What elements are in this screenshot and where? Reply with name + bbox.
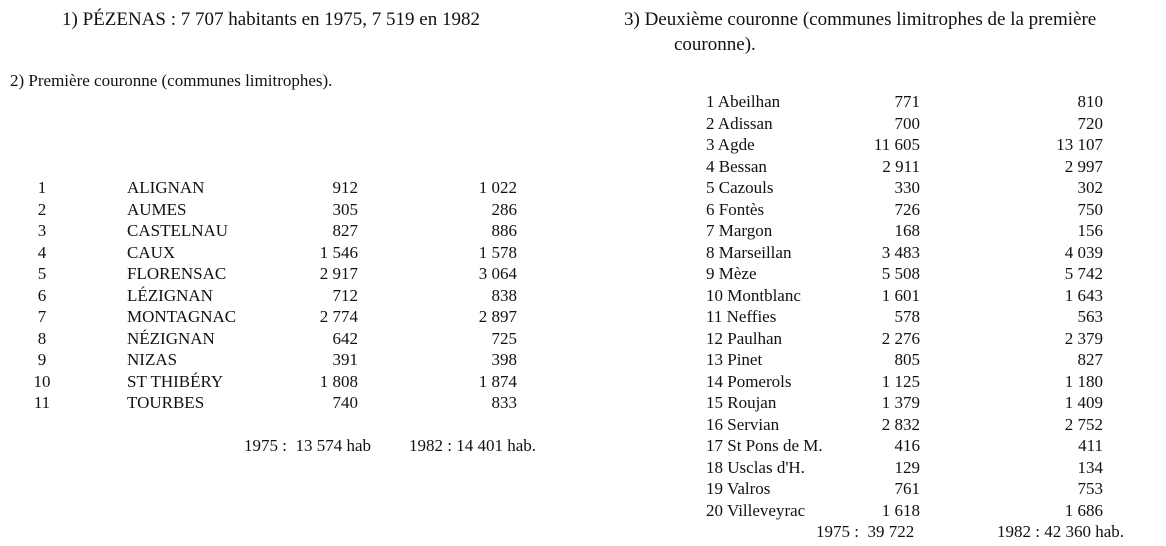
population-1975: 642: [332, 328, 358, 348]
heading-second-ring-cont: couronne).: [674, 34, 756, 55]
table-row: [0, 500, 1160, 522]
row-number: 8: [37, 328, 47, 348]
commune-name: 1 Abeilhan: [706, 92, 781, 111]
commune-name: 14 Pomerols: [706, 371, 792, 391]
population-1975: 305: [332, 199, 358, 219]
population-1982: 886: [491, 221, 517, 240]
table-row: [0, 392, 1160, 414]
commune-name: CASTELNAU: [127, 221, 229, 240]
commune-name: NIZAS: [127, 350, 178, 369]
population-1982: 1 686: [1064, 500, 1103, 520]
commune-name: 19 Valros: [706, 479, 771, 498]
population-1975: 168: [894, 221, 920, 240]
population-1975: 912: [332, 178, 358, 197]
commune-name: 4 Bessan: [706, 156, 767, 176]
population-1982: 1 180: [1064, 371, 1103, 391]
population-1975: 1 601: [881, 285, 920, 305]
table-row: [0, 435, 1160, 457]
table-row: [0, 242, 1160, 264]
population-1975: 712: [332, 285, 358, 305]
table-row: [0, 328, 1160, 350]
commune-name: 2 Adissan: [706, 113, 773, 133]
first-ring-total-1982: 1982 : 14 401 hab.: [409, 436, 537, 455]
population-1982: 134: [1077, 457, 1103, 477]
population-1982: 750: [1077, 199, 1103, 219]
table-row: [0, 285, 1160, 307]
heading-second-ring: 3) Deuxième couronne (communes limitrophes de la première: [624, 9, 1097, 30]
table-row: [0, 199, 1160, 221]
population-1975: 129: [894, 457, 920, 477]
population-1982: 398: [491, 350, 517, 369]
population-1982: 302: [1077, 178, 1103, 197]
table-row: [0, 91, 1160, 113]
population-1982: 753: [1077, 479, 1103, 498]
population-1975: 726: [894, 199, 920, 219]
population-1982: 2 752: [1064, 414, 1103, 434]
commune-name: ALIGNAN: [127, 178, 205, 197]
table-row: [0, 306, 1160, 328]
population-1975: 1 808: [319, 371, 358, 391]
population-1982: 4 039: [1064, 242, 1103, 262]
population-1982: 833: [491, 393, 517, 412]
population-1975: 1 379: [881, 393, 920, 412]
commune-name: 18 Usclas d'H.: [706, 457, 805, 477]
population-1982: 286: [491, 199, 517, 219]
second-ring-total-1975: 1975 : 39 722: [816, 522, 915, 541]
population-1975: 1 618: [881, 500, 920, 520]
commune-name: 6 Fontès: [706, 199, 765, 219]
population-1982: 563: [1077, 307, 1103, 326]
population-1975: 416: [894, 436, 920, 455]
table-row: [0, 457, 1160, 479]
row-number: 10: [33, 371, 51, 391]
first-ring-total-1975: 1975 : 13 574 hab: [244, 436, 372, 455]
commune-name: 15 Roujan: [706, 393, 777, 412]
population-1982: 1 643: [1064, 285, 1103, 305]
population-1975: 827: [332, 221, 358, 240]
commune-name: 16 Servian: [706, 414, 780, 434]
commune-name: MONTAGNAC: [127, 307, 237, 326]
row-number: 9: [37, 350, 47, 369]
table-row: [0, 414, 1160, 436]
population-1975: 5 508: [881, 264, 920, 283]
commune-name: CAUX: [127, 242, 176, 262]
commune-name: ST THIBÉRY: [127, 371, 224, 391]
population-1975: 2 911: [882, 156, 920, 176]
commune-name: 20 Villeveyrac: [706, 500, 806, 520]
table-row: [0, 220, 1160, 242]
population-1982: 810: [1077, 92, 1103, 111]
table-row: [0, 263, 1160, 285]
table-row: [0, 478, 1160, 500]
commune-name: NÉZIGNAN: [127, 328, 215, 348]
population-1982: 838: [491, 285, 517, 305]
commune-name: AUMES: [127, 199, 187, 219]
population-1982: 1 022: [478, 178, 517, 197]
row-number: 4: [37, 242, 47, 262]
population-1982: 2 379: [1064, 328, 1103, 348]
table-row: [0, 371, 1160, 393]
commune-name: 17 St Pons de M.: [706, 436, 823, 455]
population-1975: 330: [894, 178, 920, 197]
table-row: [0, 349, 1160, 371]
row-number: 6: [37, 285, 47, 305]
population-1975: 2 276: [881, 328, 920, 348]
row-number: 11: [33, 393, 51, 412]
commune-name: 13 Pinet: [706, 350, 763, 369]
commune-name: FLORENSAC: [127, 264, 227, 283]
commune-name: TOURBES: [127, 393, 205, 412]
population-1982: 156: [1077, 221, 1103, 240]
population-1975: 2 917: [319, 264, 358, 283]
table-row: [0, 156, 1160, 178]
population-1982: 1 874: [478, 371, 517, 391]
commune-name: 7 Margon: [706, 221, 773, 240]
population-1975: 578: [894, 307, 920, 326]
population-1975: 11 605: [873, 135, 920, 154]
population-1975: 1 546: [319, 242, 358, 262]
population-1975: 391: [332, 350, 358, 369]
population-1982: 827: [1077, 350, 1103, 369]
row-number: 2: [37, 199, 47, 219]
commune-name: 11 Neffies: [706, 307, 777, 326]
population-1982: 725: [491, 328, 517, 348]
population-1975: 761: [894, 479, 920, 498]
population-1975: 740: [332, 393, 358, 412]
population-1982: 2 897: [478, 307, 517, 326]
population-1982: 720: [1077, 113, 1103, 133]
population-1982: 411: [1078, 436, 1103, 455]
population-1975: 2 774: [319, 307, 358, 326]
row-number: 3: [37, 221, 47, 240]
table-row: [0, 113, 1160, 135]
second-ring-total-1982: 1982 : 42 360 hab.: [997, 522, 1125, 541]
population-1982: 3 064: [478, 264, 517, 283]
commune-name: 3 Agde: [706, 135, 755, 154]
commune-name: 9 Mèze: [706, 264, 757, 283]
row-number: 7: [37, 307, 47, 326]
population-1982: 1 578: [478, 242, 517, 262]
population-1975: 771: [894, 92, 920, 111]
population-1975: 2 832: [881, 414, 920, 434]
population-1982: 1 409: [1064, 393, 1103, 412]
commune-name: 10 Montblanc: [706, 285, 801, 305]
commune-name: 5 Cazouls: [706, 178, 774, 197]
row-number: 5: [37, 264, 47, 283]
population-1982: 13 107: [1056, 135, 1103, 154]
commune-name: 12 Paulhan: [706, 328, 783, 348]
table-row: [0, 134, 1160, 156]
population-1982: 2 997: [1064, 156, 1103, 176]
population-1975: 3 483: [881, 242, 920, 262]
title-pezenas: 1) PÉZENAS : 7 707 habitants en 1975, 7 519 en 1982: [62, 9, 480, 30]
commune-name: 8 Marseillan: [706, 242, 792, 262]
heading-first-ring: 2) Première couronne (communes limitrophes).: [10, 71, 333, 90]
population-1975: 700: [894, 113, 920, 133]
population-1975: 1 125: [881, 371, 920, 391]
row-number: 1: [37, 178, 47, 197]
table-row: [0, 177, 1160, 199]
population-1975: 805: [894, 350, 920, 369]
population-1982: 5 742: [1064, 264, 1103, 283]
commune-name: LÉZIGNAN: [127, 285, 213, 305]
